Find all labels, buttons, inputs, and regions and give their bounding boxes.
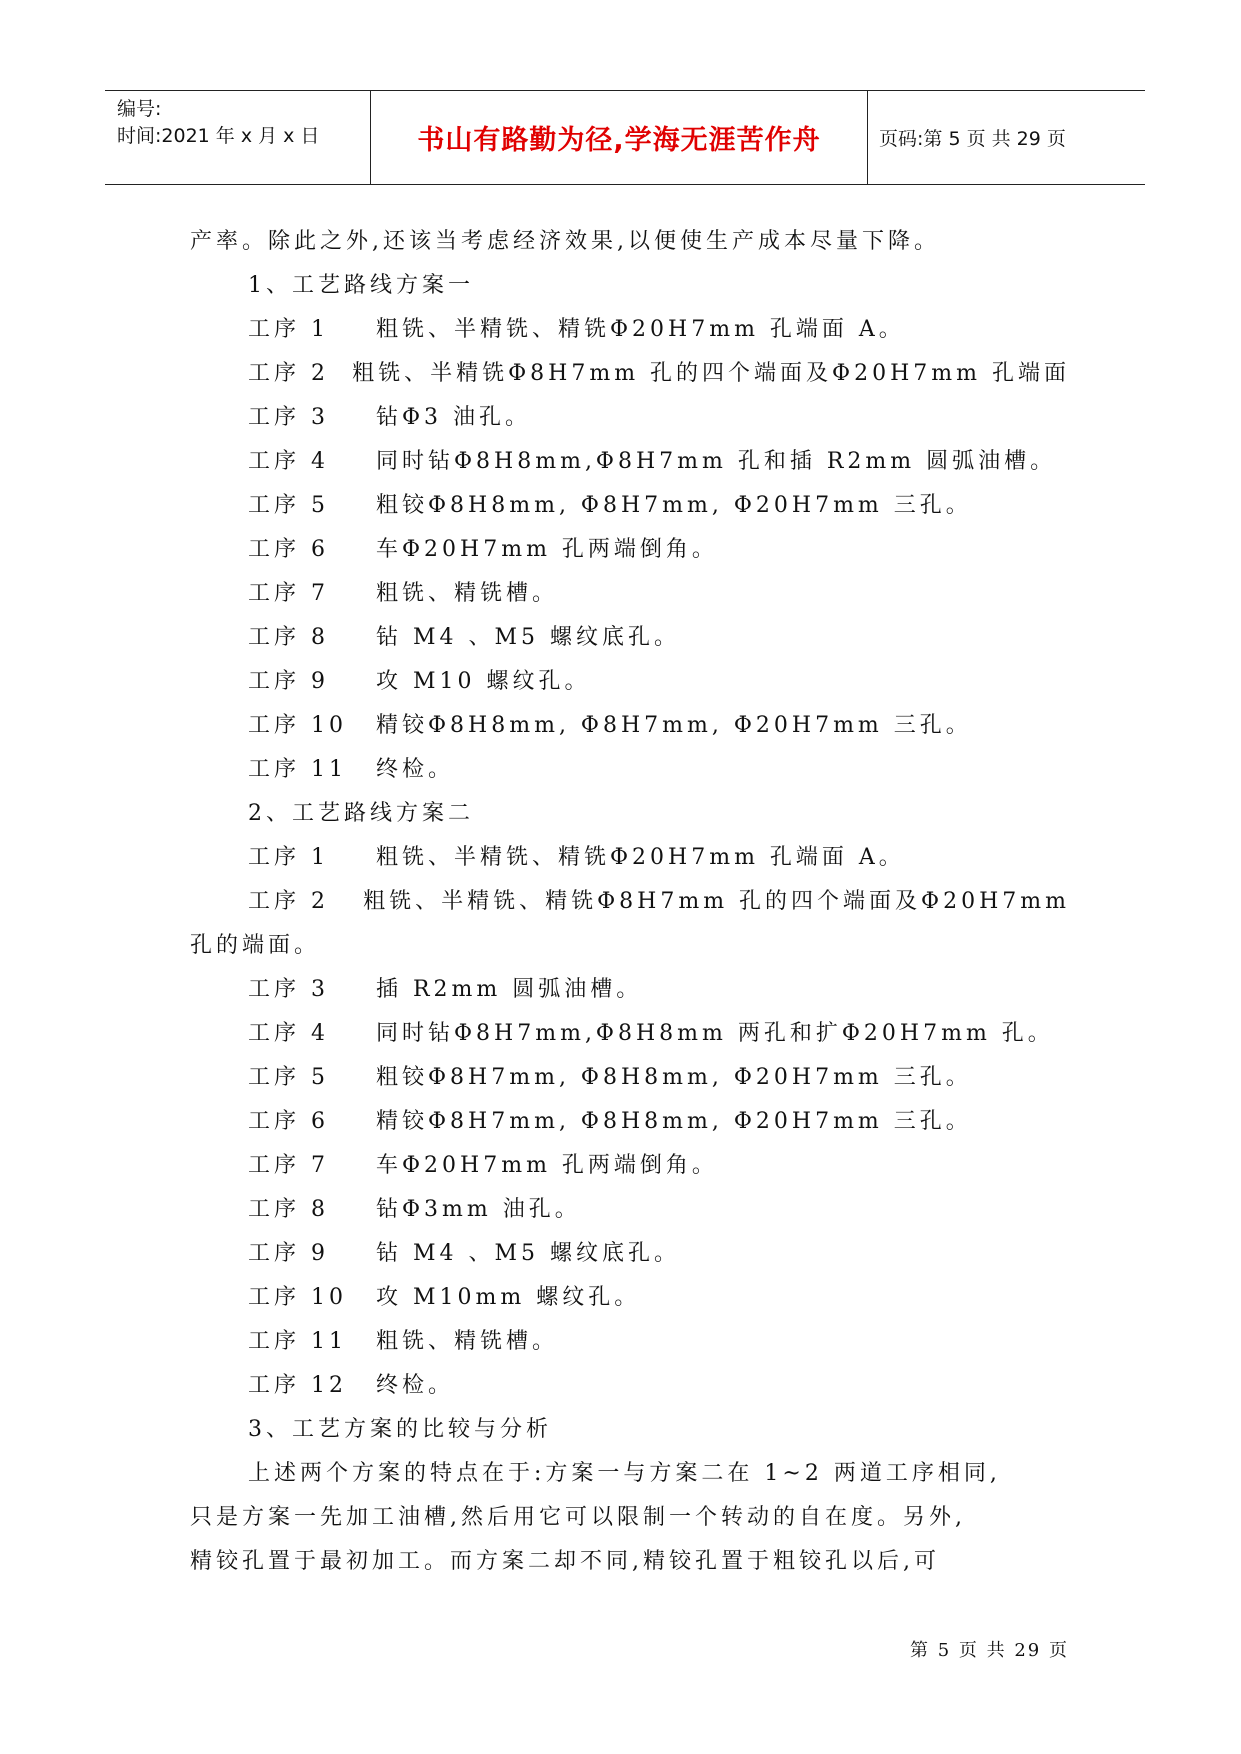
step-text: 同时钻Φ8H7mm,Φ8H8mm 两孔和扩Φ20H7mm 孔。 <box>376 1021 1054 1046</box>
header-motto-cell <box>370 91 868 184</box>
step-number: 工序 5 <box>248 493 329 518</box>
process-step <box>190 572 1070 616</box>
plan2-steps-continued <box>190 968 1070 1408</box>
process-step <box>190 396 1070 440</box>
intro-line: 产率。除此之外,还该当考虑经济效果,以便使生产成本尽量下降。 <box>190 229 940 254</box>
step-text: 钻Φ3mm 油孔。 <box>376 1197 581 1222</box>
step-number: 工序 7 <box>248 581 329 606</box>
step-text: 粗铰Φ8H8mm, Φ8H7mm, Φ20H7mm 三孔。 <box>376 493 972 518</box>
process-step <box>190 528 1070 572</box>
header-page-code: 页码:第 5 页 共 29 页 <box>879 128 1066 150</box>
step-number: 工序 9 <box>248 669 329 694</box>
step-number: 工序 1 <box>248 317 329 342</box>
step-text: 终检。 <box>376 1373 455 1398</box>
code-label: 编号: <box>117 98 162 120</box>
step-number: 工序 2 <box>248 361 329 386</box>
process-step <box>190 1012 1070 1056</box>
step-number: 工序 12 <box>248 1373 347 1398</box>
process-step <box>190 1232 1070 1276</box>
process-step <box>190 1188 1070 1232</box>
process-step <box>190 616 1070 660</box>
step-number: 工序 11 <box>248 757 347 782</box>
process-step <box>190 1364 1070 1408</box>
step-text: 钻 M4 、M5 螺纹底孔。 <box>376 625 681 650</box>
process-step <box>190 352 1070 396</box>
process-step <box>190 748 1070 792</box>
step-text: 精铰Φ8H8mm, Φ8H7mm, Φ20H7mm 三孔。 <box>376 713 972 738</box>
step-number: 工序 6 <box>248 537 329 562</box>
step-text: 粗铣、精铣槽。 <box>376 581 559 606</box>
analysis-paragraph-line: 只是方案一先加工油槽,然后用它可以限制一个转动的自在度。另外, <box>190 1505 966 1530</box>
step-text: 粗铰Φ8H7mm, Φ8H8mm, Φ20H7mm 三孔。 <box>376 1065 972 1090</box>
step-number: 工序 9 <box>248 1241 329 1266</box>
page-footer: 第 5 页 共 29 页 <box>910 1640 1069 1661</box>
step-number: 工序 2 <box>248 889 329 914</box>
process-step <box>190 1276 1070 1320</box>
step-text: 同时钻Φ8H8mm,Φ8H7mm 孔和插 R2mm 圆弧油槽。 <box>376 449 1057 474</box>
process-step <box>190 1056 1070 1100</box>
process-step <box>190 1144 1070 1188</box>
process-step <box>190 1320 1070 1364</box>
step-number: 工序 6 <box>248 1109 329 1134</box>
step-number: 工序 3 <box>248 405 329 430</box>
step-number: 工序 4 <box>248 449 329 474</box>
step-number: 工序 10 <box>248 1285 347 1310</box>
step-number: 工序 8 <box>248 1197 329 1222</box>
step-text: 车Φ20H7mm 孔两端倒角。 <box>376 537 718 562</box>
process-step <box>190 1100 1070 1144</box>
analysis-paragraph-line: 精铰孔置于最初加工。而方案二却不同,精铰孔置于粗铰孔以后,可 <box>190 1549 940 1574</box>
step-text: 粗铣、半精铣、精铣Φ20H7mm 孔端面 A。 <box>376 317 905 342</box>
process-step <box>190 880 1070 924</box>
step-number: 工序 3 <box>248 977 329 1002</box>
step-text: 钻 M4 、M5 螺纹底孔。 <box>376 1241 681 1266</box>
time-label: 时间:2021 年 x 月 x 日 <box>117 125 320 147</box>
process-step <box>190 484 1070 528</box>
step-text: 精铰Φ8H7mm, Φ8H8mm, Φ20H7mm 三孔。 <box>376 1109 972 1134</box>
header-motto: 书山有路勤为径,学海无涯苦作舟 <box>417 125 821 156</box>
step-number: 工序 8 <box>248 625 329 650</box>
step-number: 工序 1 <box>248 845 329 870</box>
analysis-paragraph-line: 上述两个方案的特点在于:方案一与方案二在 1~2 两道工序相同, <box>248 1461 1001 1486</box>
step-text: 粗铣、半精铣、精铣Φ8H7mm 孔的四个端面及Φ20H7mm <box>363 889 1070 914</box>
step-number: 工序 11 <box>248 1329 347 1354</box>
plan2-wrap-line: 孔的端面。 <box>190 933 321 958</box>
plan1-title: 1、工艺路线方案一 <box>248 273 474 298</box>
document-body <box>190 220 1070 1584</box>
analysis-title: 3、工艺方案的比较与分析 <box>248 1417 552 1442</box>
step-number: 工序 5 <box>248 1065 329 1090</box>
step-number: 工序 7 <box>248 1153 329 1178</box>
step-text: 钻Φ3 油孔。 <box>376 405 532 430</box>
process-step <box>190 704 1070 748</box>
step-number: 工序 10 <box>248 713 347 738</box>
plan2-steps <box>190 836 1070 924</box>
step-text: 粗铣、半精铣、精铣Φ20H7mm 孔端面 A。 <box>376 845 905 870</box>
process-step <box>190 660 1070 704</box>
header-page-cell <box>867 91 1145 184</box>
process-step <box>190 836 1070 880</box>
step-text: 插 R2mm 圆弧油槽。 <box>376 977 643 1002</box>
step-text: 终检。 <box>376 757 455 782</box>
header-table <box>105 90 1145 185</box>
plan2-title: 2、工艺路线方案二 <box>248 801 474 826</box>
step-text: 车Φ20H7mm 孔两端倒角。 <box>376 1153 718 1178</box>
step-text: 粗铣、精铣槽。 <box>376 1329 559 1354</box>
step-text: 攻 M10 螺纹孔。 <box>376 669 591 694</box>
process-step <box>190 440 1070 484</box>
step-text: 攻 M10mm 螺纹孔。 <box>376 1285 641 1310</box>
plan1-steps <box>190 308 1070 792</box>
header-meta-cell <box>105 91 370 184</box>
step-text: 粗铣、半精铣Φ8H7mm 孔的四个端面及Φ20H7mm 孔端面 <box>352 361 1070 386</box>
step-number: 工序 4 <box>248 1021 329 1046</box>
process-step <box>190 308 1070 352</box>
process-step <box>190 968 1070 1012</box>
